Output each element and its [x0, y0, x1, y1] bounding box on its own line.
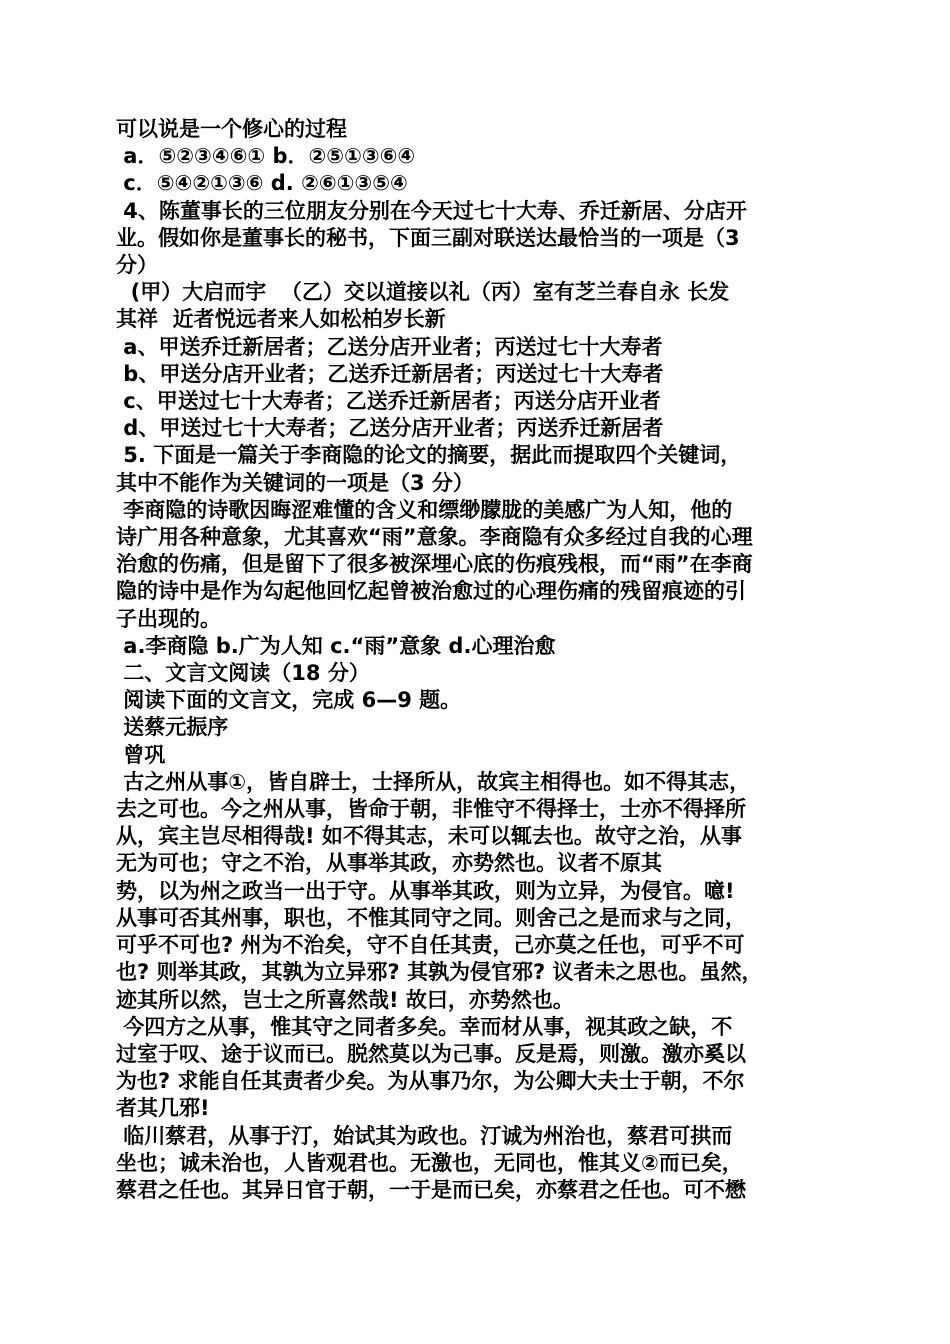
- passage-line-1: 古之州从事①，皆自辟士，士择所从，故宾主相得也。如不得其志，: [116, 769, 751, 794]
- document-page: [116, 116, 838, 1204]
- question-4-option-a: a、甲送乔迁新居者；乙送分店开业者；丙送过七十大寿者: [116, 334, 663, 359]
- passage-line-11: 过室于叹、途于议而已。脱然莫以为己事。反是焉，则激。激亦奚以: [116, 1041, 746, 1066]
- reading-instruction: 阅读下面的文言文，完成 6—9 题。: [116, 688, 462, 713]
- text-line-title-fragment: 可以说是一个修心的过程: [116, 117, 347, 141]
- question-4-option-b: b、甲送分店开业者；乙送乔迁新居者；丙送过七十大寿者: [116, 361, 664, 386]
- passage-line-12: 为也? 求能自任其责者少矣。为从事乃尔，为公卿大夫士于朝，不尔: [116, 1069, 745, 1094]
- passage-line-10: 今四方之从事，惟其守之同者多矣。幸而材从事，视其政之缺，不: [116, 1014, 733, 1039]
- passage-line-7: 可乎不可也? 州为不治矣，守不自任其责，己亦莫之任也，可乎不可: [116, 933, 745, 958]
- question-4-line-3: 分）: [116, 253, 158, 278]
- couplets-line-2: 其祥 近者悦远者来人如松柏岁长新: [116, 307, 446, 332]
- question-4-option-c: c、甲送过七十大寿者；乙送乔迁新居者；丙送分店开业者: [116, 389, 661, 414]
- abstract-line-3: 治愈的伤痛，但是留下了很多被深埋心底的伤痕残根，而“雨”在李商: [116, 552, 753, 577]
- passage-line-4: 无为可也；守之不治，从事举其政，亦势然也。议者不原其: [116, 851, 662, 876]
- passage-line-15: 坐也；诚未治也，人皆观君也。无激也，无同也，惟其义②而已矣，: [116, 1150, 743, 1175]
- question-5-line-2: 其中不能作为关键词的一项是（3 分）: [116, 470, 474, 495]
- passage-line-6: 从事可否其州事，职也，不惟其同守之同。则舍己之是而求与之同，: [116, 905, 746, 930]
- couplets-line-1: (甲）大启而宇 （乙）交以道接以礼（丙）室有芝兰春自永 长发: [116, 280, 730, 305]
- question-4-option-d: d、甲送过七十大寿者；乙送分店开业者；丙送乔迁新居者: [116, 416, 664, 441]
- question-5-line-1: 5. 下面是一篇关于李商隐的论文的摘要，据此而提取四个关键词，: [116, 443, 742, 468]
- passage-line-13: 者其几邪!: [116, 1096, 210, 1121]
- passage-title: 送蔡元振序: [116, 715, 229, 740]
- option-line-c-d: c．⑤④②①③⑥ d. ②⑥①③⑤④: [116, 171, 408, 196]
- abstract-line-1: 李商隐的诗歌因晦涩难懂的含义和缥缈朦胧的美感广为人知，他的: [116, 497, 733, 522]
- passage-line-5: 势，以为州之政当一出于守。从事举其政，则为立异，为侵官。噫!: [116, 878, 735, 903]
- abstract-line-2: 诗广用各种意象，尤其喜欢“雨”意象。李商隐有众多经过自我的心理: [116, 525, 753, 550]
- question-4-line-1: 4、陈董事长的三位朋友分别在今天过七十大寿、乔迁新居、分店开: [116, 198, 747, 223]
- passage-line-16: 蔡君之任也。其异日官于朝，一于是而已矣，亦蔡君之任也。可不懋: [116, 1177, 746, 1202]
- passage-line-2: 去之可也。今之州从事，皆命于朝，非惟守不得择士，士亦不得择所: [116, 797, 746, 822]
- question-4-line-2: 业。假如你是董事长的秘书，下面三副对联送达最恰当的一项是（3: [116, 225, 740, 250]
- passage-line-14: 临川蔡君，从事于汀，始试其为政也。汀诚为州治也，蔡君可拱而: [116, 1123, 733, 1148]
- option-line-a-b: a．⑤②③④⑥① b．②⑤①③⑥④: [116, 144, 416, 169]
- section-heading: 二、文言文阅读（18 分）: [116, 661, 370, 686]
- question-5-options: a.李商隐 b.广为人知 c.“雨”意象 d.心理治愈: [116, 633, 556, 658]
- abstract-line-4: 隐的诗中是作为勾起他回忆起曾被治愈过的心理伤痛的残留痕迹的引: [116, 579, 746, 604]
- passage-line-9: 迹其所以然，岂士之所喜然哉! 故曰，亦势然也。: [116, 987, 574, 1012]
- passage-author: 曾巩: [116, 742, 166, 767]
- passage-line-3: 从，宾主岂尽相得哉! 如不得其志，未可以辄去也。故守之治，从事: [116, 824, 742, 849]
- abstract-line-5: 子出现的。: [116, 606, 221, 631]
- passage-line-8: 也? 则举其政，其孰为立异邪? 其孰为侵官邪? 议者未之思也。虽然，: [116, 960, 763, 985]
